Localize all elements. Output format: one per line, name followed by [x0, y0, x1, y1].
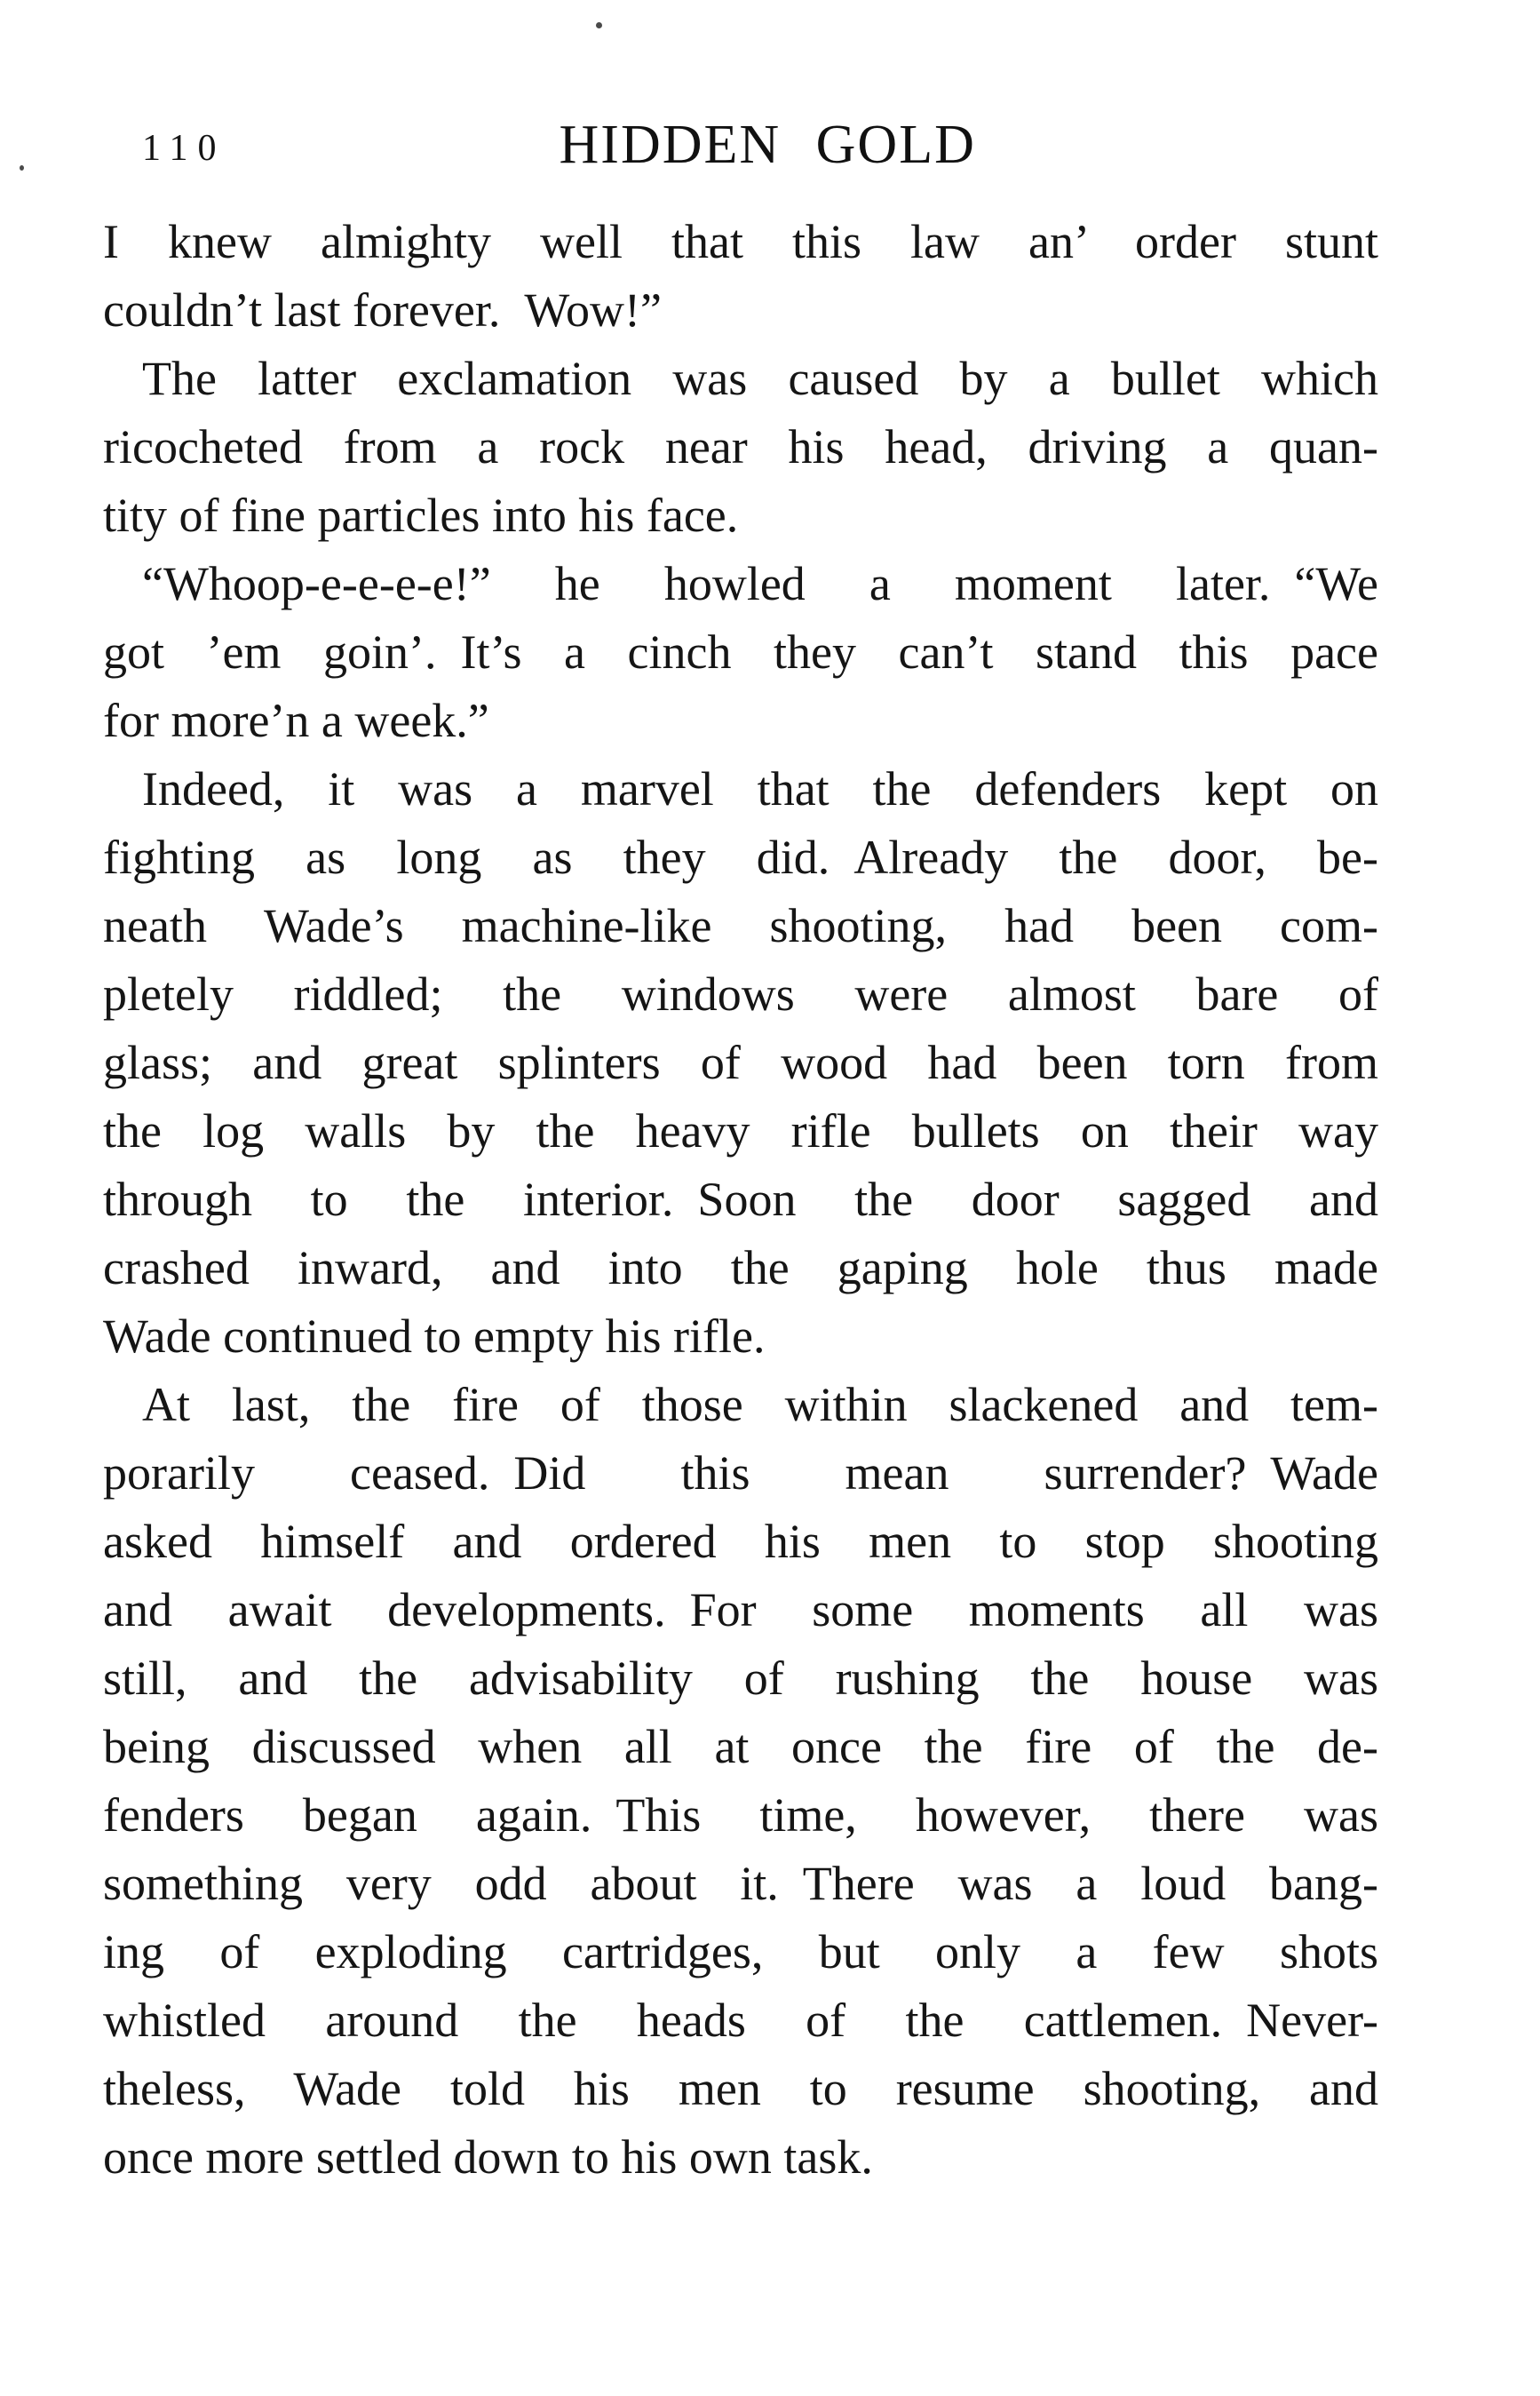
ink-speck	[20, 165, 24, 171]
text-line: got ’em goin’. It’s a cinch they can’t stand this pace	[103, 625, 1378, 679]
text-line: At last, the fire of those within slackened and tem-	[142, 1378, 1378, 1431]
text-line: glass; and great splinters of wood had been torn from	[103, 1036, 1378, 1089]
body-text	[103, 208, 1378, 2192]
text-line: Indeed, it was a marvel that the defenders kept on	[142, 762, 1378, 816]
text-line: porarily ceased. Did this mean surrender? Wade	[103, 1446, 1378, 1500]
running-title: HIDDEN GOLD	[559, 115, 976, 175]
text-line: through to the interior. Soon the door sagged and	[103, 1173, 1378, 1226]
text-line: for more’n a week.”	[103, 694, 489, 747]
text-line: fenders began again. This time, however, there was	[103, 1788, 1378, 1842]
text-line: ing of exploding cartridges, but only a few shots	[103, 1925, 1378, 1978]
text-line: couldn’t last forever. Wow!”	[103, 283, 662, 337]
text-line: and await developments. For some moments all was	[103, 1583, 1378, 1636]
text-line: the log walls by the heavy rifle bullets on their way	[103, 1104, 1378, 1158]
text-line: The latter exclamation was caused by a bullet which	[142, 352, 1378, 405]
text-line: fighting as long as they did. Already the door, be-	[103, 831, 1378, 884]
text-line: ricocheted from a rock near his head, driving a quan-	[103, 420, 1378, 474]
text-line: I knew almighty well that this law an’ order stunt	[103, 215, 1378, 268]
text-line: still, and the advisability of rushing the house was	[103, 1652, 1378, 1705]
text-line: being discussed when all at once the fire of the de-	[103, 1720, 1378, 1773]
text-line: whistled around the heads of the cattlemen. Never-	[103, 1994, 1378, 2047]
page-header	[0, 0, 1540, 195]
ink-speck	[596, 22, 602, 28]
text-line: neath Wade’s machine-like shooting, had been com-	[103, 899, 1378, 952]
text-line: asked himself and ordered his men to stop shooting	[103, 1515, 1378, 1568]
text-line: Wade continued to empty his rifle.	[103, 1309, 766, 1363]
text-line: pletely riddled; the windows were almost bare of	[103, 967, 1378, 1021]
text-line: once more settled down to his own task.	[103, 2130, 873, 2184]
text-line: “Whoop-e-e-e-e!” he howled a moment later. “We	[142, 557, 1378, 610]
text-line: crashed inward, and into the gaping hole thus made	[103, 1241, 1378, 1294]
text-line: something very odd about it. There was a loud bang-	[103, 1857, 1378, 1910]
page-number: 110	[142, 128, 226, 169]
text-line: tity of fine particles into his face.	[103, 489, 739, 542]
text-line: theless, Wade told his men to resume shooting, and	[103, 2062, 1378, 2115]
